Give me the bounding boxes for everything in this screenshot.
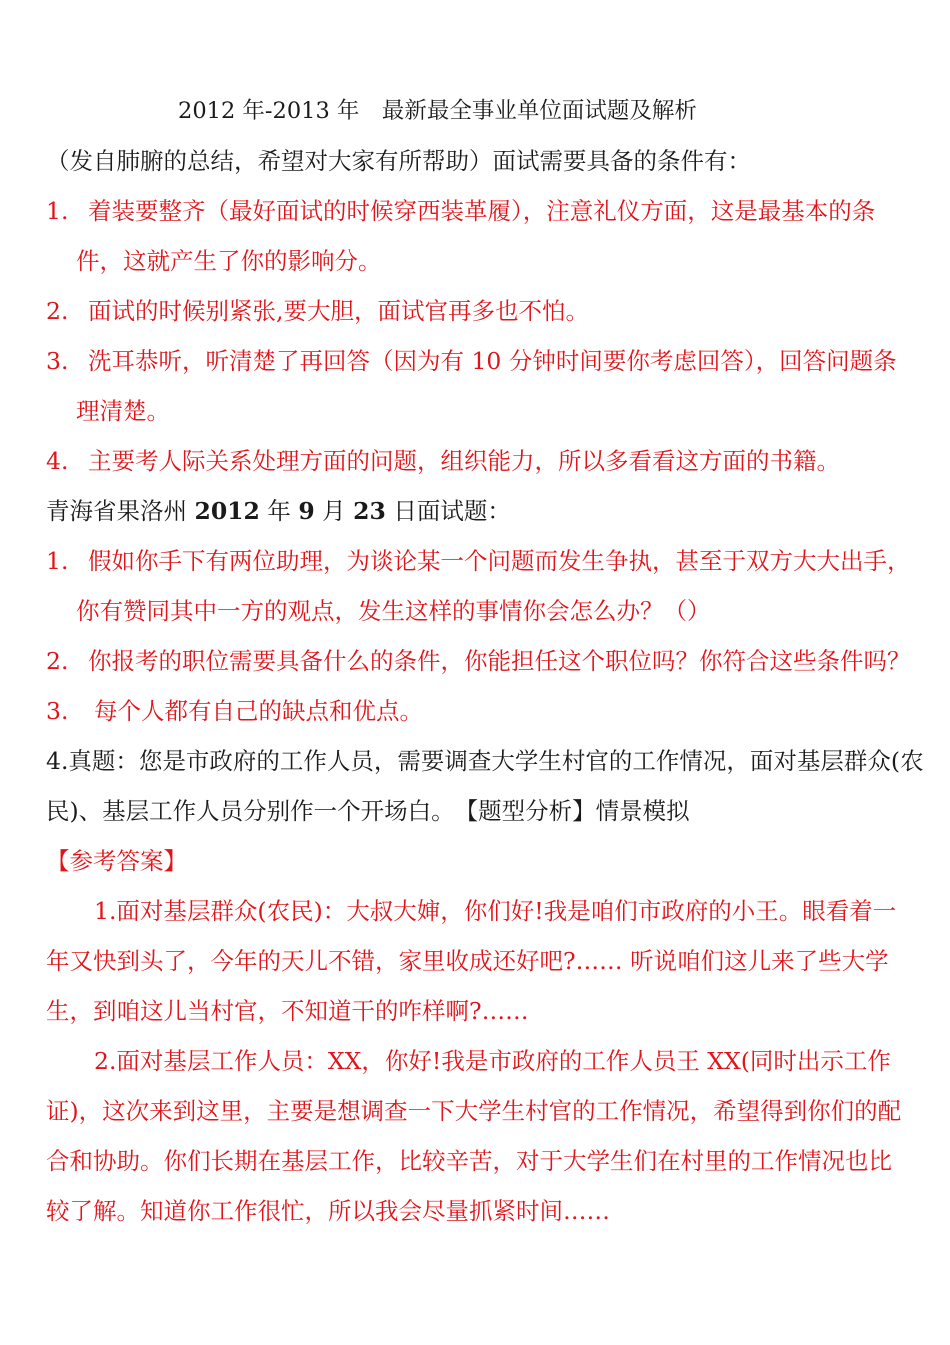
condition-text: 洗耳恭听，听清楚了再回答（因为有 10 分钟时间要你考虑回答），回答问题条 (88, 347, 897, 375)
question-text: 每个人都有自己的缺点和优点。 (94, 697, 423, 725)
heading-part: 年 (259, 497, 299, 525)
question-number: 3. (46, 697, 69, 725)
condition-number: 1. (46, 197, 69, 225)
condition-text: 主要考人际关系处理方面的问题，组织能力，所以多看看这方面的书籍。 (88, 447, 840, 475)
condition-item-3 (46, 346, 897, 376)
zhenti-line-1: 4.真题：您是市政府的工作人员，需要调查大学生村官的工作情况，面对基层群众(农 (46, 747, 924, 775)
heading-part: 青海省果洛州 (46, 497, 195, 525)
question-item-1-continuation: 你有赞同其中一方的观点，发生这样的事情你会怎么办？（） (76, 597, 711, 625)
answer-2-line-4: 较了解。知道你工作很忙，所以我会尽量抓紧时间…… (46, 1197, 610, 1225)
question-number: 1. (46, 547, 69, 575)
answer-heading: 【参考答案】 (46, 847, 187, 875)
condition-item-1-continuation: 件，这就产生了你的影响分。 (76, 247, 382, 275)
condition-number: 3. (46, 347, 69, 375)
zhenti-line-2: 民)、基层工作人员分别作一个开场白。 【题型分析】情景模拟 (46, 797, 690, 825)
answer-1-line-1: 1.面对基层群众(农民)：大叔大婶，你们好!我是咱们市政府的小王。眼看着一 (94, 897, 897, 925)
heading-year: 2012 (194, 497, 260, 525)
condition-number: 4. (46, 447, 69, 475)
answer-2-line-2: 证)，这次来到这里，主要是想调查一下大学生村官的工作情况，希望得到你们的配 (46, 1097, 902, 1125)
question-item-1 (46, 546, 911, 576)
question-text: 你报考的职位需要具备什么的条件，你能担任这个职位吗？你符合这些条件吗？ (88, 647, 911, 675)
question-number: 2. (46, 647, 69, 675)
answer-1-line-3: 生，到咱这儿当村官，不知道干的咋样啊?…… (46, 997, 529, 1025)
document-title: 2012 年-2013 年 最新最全事业单位面试题及解析 (178, 98, 697, 124)
heading-part: 日面试题： (385, 497, 511, 525)
answer-2-line-1: 2.面对基层工作人员：XX，你好!我是市政府的工作人员王 XX(同时出示工作 (94, 1047, 891, 1075)
answer-1-line-2: 年又快到头了，今年的天儿不错，家里收成还好吧?…… 听说咱们这儿来了些大学 (46, 947, 889, 975)
question-item-3 (46, 696, 423, 726)
section-heading (46, 496, 511, 526)
condition-item-2 (46, 296, 589, 326)
condition-text: 着装要整齐（最好面试的时候穿西装革履），注意礼仪方面，这是最基本的条 (88, 197, 876, 225)
condition-item-1 (46, 196, 875, 226)
condition-text: 面试的时候别紧张,要大胆，面试官再多也不怕。 (88, 297, 589, 325)
condition-item-4 (46, 446, 840, 476)
question-item-2 (46, 646, 911, 676)
intro-text: （发自肺腑的总结，希望对大家有所帮助）面试需要具备的条件有： (46, 147, 751, 175)
heading-month: 9 (298, 497, 315, 525)
question-text: 假如你手下有两位助理，为谈论某一个问题而发生争执，甚至于双方大大出手， (88, 547, 911, 575)
condition-item-3-continuation: 理清楚。 (76, 397, 170, 425)
heading-part: 月 (314, 497, 354, 525)
condition-number: 2. (46, 297, 69, 325)
heading-day: 23 (353, 497, 386, 525)
answer-2-line-3: 合和协助。你们长期在基层工作，比较辛苦，对于大学生们在村里的工作情况也比 (46, 1147, 892, 1175)
